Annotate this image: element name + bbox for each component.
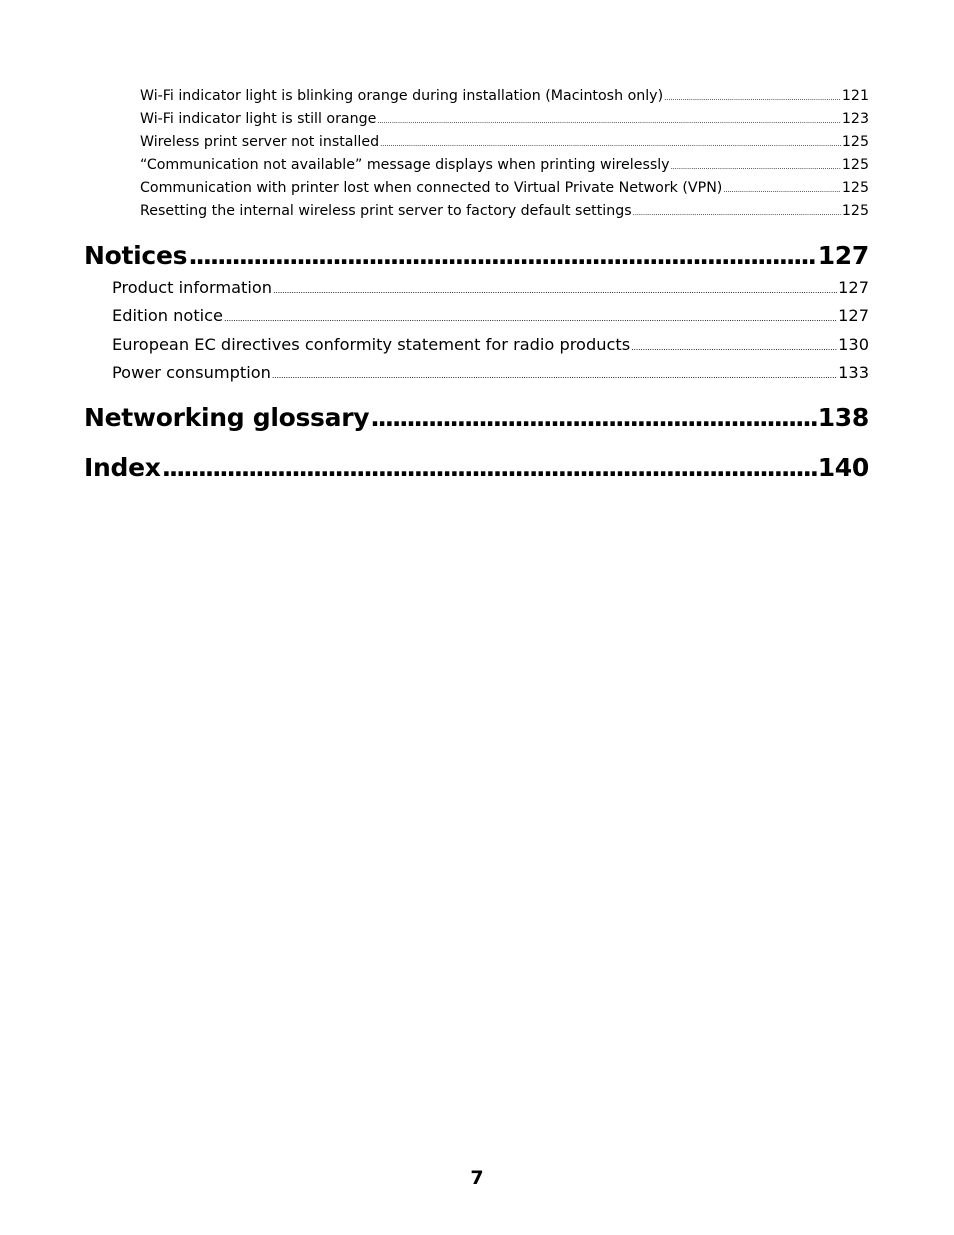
- toc-entry-wifi-still-orange[interactable]: [140, 109, 869, 129]
- dot-leader: [631, 336, 837, 357]
- toc-entry-title: Wi-Fi indicator light is blinking orange during installation (Macintosh only): [140, 88, 664, 104]
- toc-chapter-index[interactable]: [84, 451, 869, 485]
- toc-entry-title: “Communication not available” message displays when printing wirelessly: [140, 157, 670, 173]
- toc-chapter-title: Notices: [84, 241, 188, 270]
- toc-section-page: 127: [838, 306, 869, 325]
- dot-leader: [162, 451, 817, 485]
- dot-leader: [224, 307, 837, 328]
- toc-entry-page: 121: [841, 88, 869, 104]
- toc-section-title: Power consumption: [112, 363, 271, 382]
- dot-leader: [272, 364, 837, 385]
- toc-chapter-notices[interactable]: [84, 239, 869, 273]
- dot-leader: [273, 279, 837, 300]
- dot-leader: [671, 157, 841, 175]
- toc-section-page: 130: [838, 335, 869, 354]
- toc-entry-wifi-blinking-orange[interactable]: [140, 86, 869, 106]
- toc-entry-title: Resetting the internal wireless print server to factory default settings: [140, 203, 632, 219]
- dot-leader: [723, 180, 841, 198]
- toc-section-european-ec-directives[interactable]: [112, 333, 869, 357]
- toc-section-product-information[interactable]: [112, 276, 869, 300]
- toc-section-page: 127: [838, 278, 869, 297]
- toc-entry-print-server-not-installed[interactable]: [140, 132, 869, 152]
- toc-entry-communication-lost-vpn[interactable]: [140, 178, 869, 198]
- toc-section-edition-notice[interactable]: [112, 304, 869, 328]
- toc-section-page: 133: [838, 363, 869, 382]
- toc-chapter-networking-glossary[interactable]: [84, 401, 869, 435]
- toc-chapter-page: 140: [817, 453, 869, 482]
- dot-leader: [370, 401, 816, 435]
- dot-leader: [633, 203, 841, 221]
- dot-leader: [380, 134, 841, 152]
- toc-chapter-page: 138: [817, 403, 869, 432]
- toc-chapter-title: Networking glossary: [84, 403, 370, 432]
- dot-leader: [188, 239, 817, 273]
- toc-entry-page: 125: [841, 203, 869, 219]
- toc-entry-title: Wi-Fi indicator light is still orange: [140, 111, 377, 127]
- toc-entry-page: 123: [841, 111, 869, 127]
- toc-section-title: European EC directives conformity statement for radio products: [112, 335, 631, 354]
- toc-section-title: Product information: [112, 278, 273, 297]
- dot-leader: [377, 111, 841, 129]
- toc-section-power-consumption[interactable]: [112, 361, 869, 385]
- page-number: 7: [470, 1167, 484, 1189]
- toc-entry-communication-not-available[interactable]: [140, 155, 869, 175]
- toc-entry-page: 125: [841, 157, 869, 173]
- toc-entry-title: Wireless print server not installed: [140, 134, 380, 150]
- toc-chapter-page: 127: [817, 241, 869, 270]
- toc-entry-page: 125: [841, 180, 869, 196]
- toc-chapter-title: Index: [84, 453, 161, 482]
- toc-entry-title: Communication with printer lost when connected to Virtual Private Network (VPN): [140, 180, 723, 196]
- toc-entry-page: 125: [841, 134, 869, 150]
- toc-entry-resetting-print-server[interactable]: [140, 201, 869, 221]
- toc-section-title: Edition notice: [112, 306, 224, 325]
- dot-leader: [664, 88, 841, 106]
